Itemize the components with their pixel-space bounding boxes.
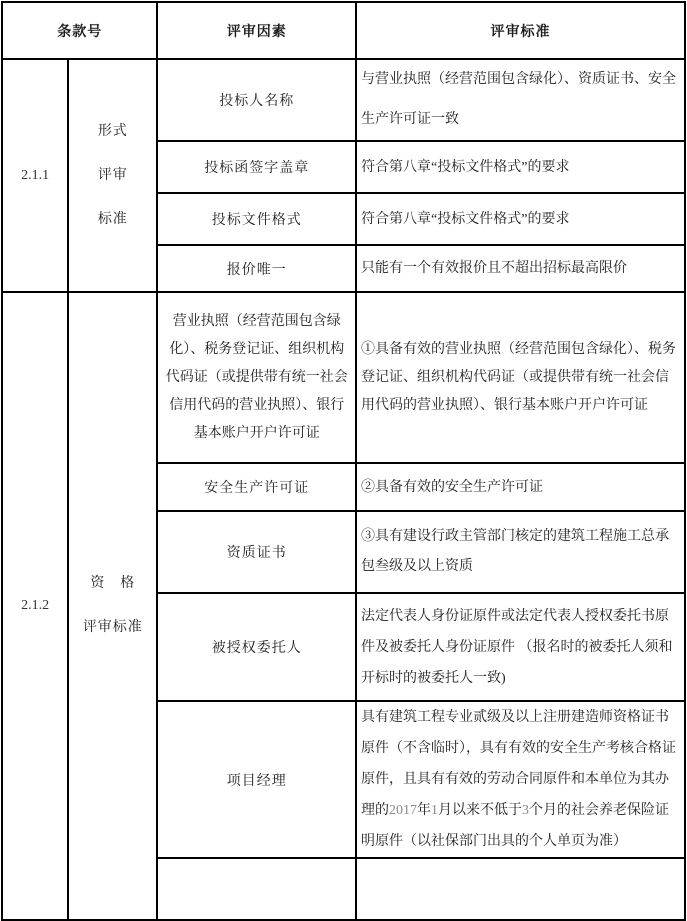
- document-page: [0, 1, 687, 884]
- table-row: [2, 292, 685, 463]
- criteria-text-segment: 2017: [389, 803, 418, 818]
- table-row: [2, 59, 685, 141]
- criteria-bid-letter-signature: 符合第八章“投标文件格式”的要求: [356, 141, 685, 193]
- criteria-bid-document-format: 符合第八章“投标文件格式”的要求: [356, 193, 685, 245]
- criteria-empty: [356, 858, 685, 920]
- factor-business-license: 营业执照（经营范围包含绿化）、税务登记证、组织机构代码证（或提供带有统一社会信用代码的营业执照）、银行基本账户开户许可证: [157, 292, 356, 463]
- factor-empty: [157, 858, 356, 920]
- criteria-text-segment: 月以来不低于: [438, 803, 523, 818]
- table-header-row: [2, 2, 685, 59]
- criteria-business-license: ①具备有效的营业执照（经营范围包含绿化）、税务登记证、组织机构代码证（或提供带有统一社会信用代码的营业执照）、银行基本账户开户许可证: [356, 292, 685, 463]
- criteria-qualification-certificate: ③具有建设行政主管部门核定的建筑工程施工总承包叁级及以上资质: [356, 511, 685, 593]
- criteria-text-segment: 1: [431, 803, 439, 818]
- criteria-bidder-name: 与营业执照（经营范围包含绿化）、资质证书、安全生产许可证一致: [356, 59, 685, 141]
- category-formal-review: [68, 59, 157, 292]
- criteria-text-segment: 年: [417, 803, 432, 818]
- criteria-text-segment: 具有建筑工程专业贰级及以上注册建造师资格证书原件（不含临时），具有有效的安全生产考核合格证原件，且具有有效的劳动合同原件和本单位为其办理的: [361, 710, 677, 818]
- category-line: 评审标准: [82, 620, 143, 635]
- factor-bid-document-format: 投标文件格式: [157, 193, 356, 245]
- criteria-authorized-agent: 法定代表人身份证原件或法定代表人授权委托书原件及被委托人身份证原件 （报名时的被委托人须和开标时的被委托人一致): [356, 593, 685, 701]
- factor-unique-quotation: 报价唯一: [157, 245, 356, 292]
- category-line: 形式: [97, 123, 128, 139]
- factor-qualification-certificate: 资质证书: [157, 511, 356, 593]
- category-qualification-review: [68, 292, 157, 920]
- clause-number-2-1-2: 2.1.2: [2, 292, 68, 920]
- header-clause-number: 条款号: [2, 2, 157, 59]
- factor-safety-production-permit: 安全生产许可证: [157, 463, 356, 511]
- category-line: 评审: [97, 167, 128, 183]
- header-review-criteria: 评审标准: [356, 2, 685, 59]
- evaluation-criteria-table: [1, 1, 686, 921]
- criteria-text-segment: 个月的社会养老保险证明原件（以社保部门出具的个人单页为准）: [361, 803, 670, 849]
- factor-authorized-agent: 被授权委托人: [157, 593, 356, 701]
- factor-project-manager: 项目经理: [157, 701, 356, 858]
- category-line: 资 格: [90, 576, 136, 591]
- header-review-factor: 评审因素: [157, 2, 356, 59]
- criteria-safety-production-permit: ②具备有效的安全生产许可证: [356, 463, 685, 511]
- criteria-project-manager: [356, 701, 685, 858]
- criteria-unique-quotation: 只能有一个有效报价且不超出招标最高限价: [356, 245, 685, 292]
- category-line: 标准: [97, 211, 128, 227]
- factor-bidder-name: 投标人名称: [157, 59, 356, 141]
- clause-number-2-1-1: 2.1.1: [2, 59, 68, 292]
- factor-bid-letter-signature: 投标函签字盖章: [157, 141, 356, 193]
- criteria-text-segment: 3: [522, 803, 530, 818]
